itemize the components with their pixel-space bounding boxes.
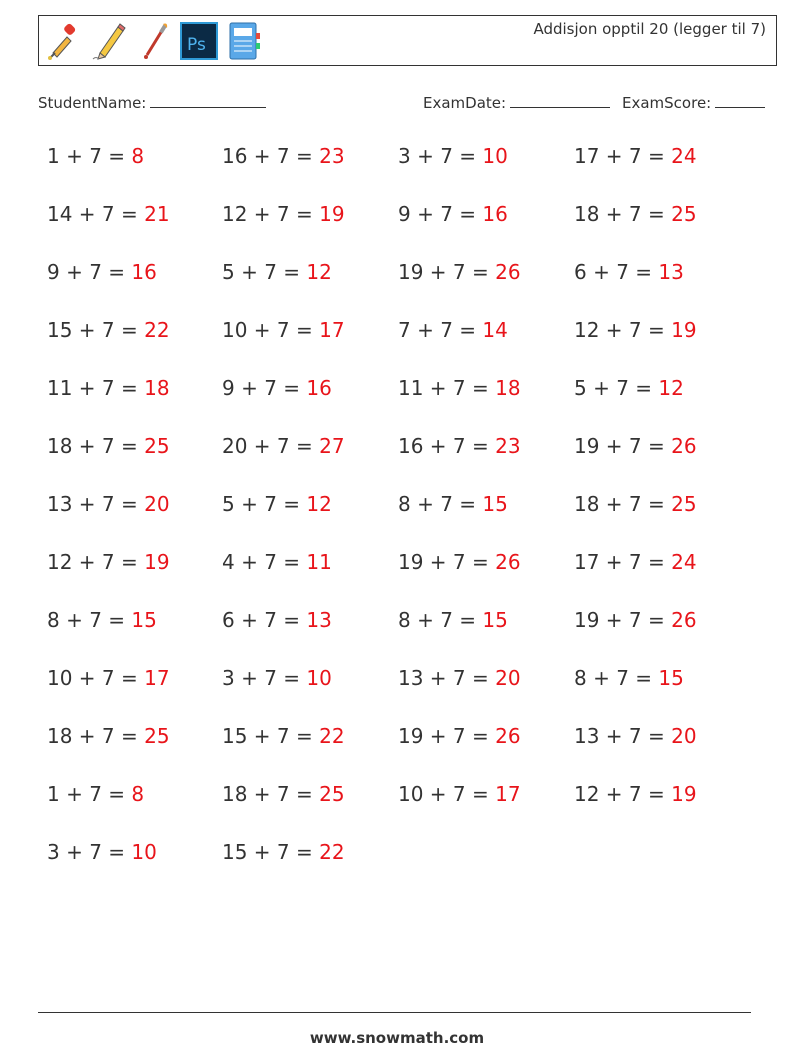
notebook-icon [225, 21, 263, 61]
problem-question: 9 + 7 = [398, 202, 483, 226]
problem-answer: 21 [144, 202, 170, 226]
problem-item [398, 492, 508, 516]
problem-question: 1 + 7 = [47, 782, 132, 806]
problem-row [47, 724, 767, 758]
problem-row [47, 144, 767, 178]
problem-answer: 19 [319, 202, 345, 226]
problem-question: 8 + 7 = [47, 608, 132, 632]
problem-answer: 13 [306, 608, 332, 632]
problem-answer: 26 [495, 724, 521, 748]
footer-site: www.snowmath.com [309, 1029, 485, 1047]
problem-item [574, 318, 697, 342]
problem-question: 6 + 7 = [222, 608, 307, 632]
problem-answer: 25 [144, 434, 170, 458]
problem-question: 17 + 7 = [574, 144, 672, 168]
problem-item [222, 782, 345, 806]
problem-item [398, 318, 508, 342]
problem-item [574, 434, 697, 458]
problem-answer: 13 [658, 260, 684, 284]
problem-question: 3 + 7 = [222, 666, 307, 690]
problem-question: 10 + 7 = [398, 782, 496, 806]
problem-item [222, 260, 332, 284]
problem-item [222, 608, 332, 632]
problem-question: 11 + 7 = [398, 376, 496, 400]
problem-question: 19 + 7 = [398, 550, 496, 574]
problem-answer: 19 [671, 782, 697, 806]
problem-answer: 10 [131, 840, 157, 864]
problem-item [398, 666, 521, 690]
problem-item [222, 318, 345, 342]
problem-question: 19 + 7 = [574, 434, 672, 458]
problem-row [47, 318, 767, 352]
problem-question: 12 + 7 = [47, 550, 145, 574]
dropper-icon [45, 21, 83, 61]
problem-item [47, 202, 170, 226]
problem-question: 18 + 7 = [47, 724, 145, 748]
problem-answer: 18 [495, 376, 521, 400]
problem-question: 5 + 7 = [222, 492, 307, 516]
problem-answer: 25 [319, 782, 345, 806]
problem-question: 5 + 7 = [574, 376, 659, 400]
exam-date-label: ExamDate: [423, 94, 507, 112]
problem-question: 9 + 7 = [222, 376, 307, 400]
problem-item [47, 144, 144, 168]
problem-item [574, 724, 697, 748]
problem-answer: 17 [319, 318, 345, 342]
problem-question: 11 + 7 = [47, 376, 145, 400]
problem-question: 10 + 7 = [47, 666, 145, 690]
problem-answer: 12 [658, 376, 684, 400]
problem-question: 5 + 7 = [222, 260, 307, 284]
problem-item [47, 318, 170, 342]
problem-question: 18 + 7 = [222, 782, 320, 806]
problem-item [47, 608, 157, 632]
problem-question: 1 + 7 = [47, 144, 132, 168]
icon-strip [45, 20, 263, 62]
problem-row [47, 376, 767, 410]
problem-question: 19 + 7 = [574, 608, 672, 632]
problem-answer: 16 [131, 260, 157, 284]
problem-answer: 25 [144, 724, 170, 748]
problem-answer: 10 [482, 144, 508, 168]
problem-answer: 26 [671, 434, 697, 458]
problem-item [574, 144, 697, 168]
student-name-field [38, 93, 266, 112]
problem-answer: 25 [671, 202, 697, 226]
problem-question: 9 + 7 = [47, 260, 132, 284]
problem-item [574, 260, 684, 284]
problem-question: 18 + 7 = [574, 202, 672, 226]
problem-answer: 18 [144, 376, 170, 400]
problem-row [47, 782, 767, 816]
problem-question: 8 + 7 = [574, 666, 659, 690]
problem-row [47, 608, 767, 642]
problem-answer: 26 [495, 550, 521, 574]
problem-question: 13 + 7 = [398, 666, 496, 690]
problem-answer: 26 [671, 608, 697, 632]
problem-question: 12 + 7 = [574, 318, 672, 342]
problem-item [574, 782, 697, 806]
problem-item [47, 376, 170, 400]
problem-answer: 19 [671, 318, 697, 342]
problem-row [47, 260, 767, 294]
student-name-blank [150, 93, 266, 108]
problem-answer: 16 [482, 202, 508, 226]
problem-item [47, 724, 170, 748]
problem-item [47, 492, 170, 516]
problem-answer: 27 [319, 434, 345, 458]
problem-question: 4 + 7 = [222, 550, 307, 574]
problem-row [47, 840, 767, 874]
problem-question: 20 + 7 = [222, 434, 320, 458]
exam-date-field [423, 93, 610, 112]
problem-question: 3 + 7 = [398, 144, 483, 168]
svg-text:Ps: Ps [187, 35, 206, 55]
problem-question: 18 + 7 = [47, 434, 145, 458]
problem-answer: 10 [306, 666, 332, 690]
problem-answer: 8 [131, 144, 145, 168]
problem-item [47, 782, 144, 806]
problem-item [574, 202, 697, 226]
problem-question: 8 + 7 = [398, 608, 483, 632]
problem-item [398, 434, 521, 458]
problem-item [398, 144, 508, 168]
problem-answer: 12 [306, 260, 332, 284]
problem-answer: 20 [671, 724, 697, 748]
problem-item [398, 550, 521, 574]
problem-item [574, 550, 697, 574]
problem-answer: 19 [144, 550, 170, 574]
problem-answer: 15 [658, 666, 684, 690]
page-title: Addisjon opptil 20 (legger til 7) [533, 20, 766, 38]
problem-answer: 24 [671, 144, 697, 168]
problem-item [222, 550, 332, 574]
problem-question: 14 + 7 = [47, 202, 145, 226]
problem-item [398, 202, 508, 226]
problem-row [47, 492, 767, 526]
problem-row [47, 666, 767, 700]
problem-item [398, 782, 521, 806]
problem-question: 12 + 7 = [222, 202, 320, 226]
brush-icon [135, 21, 173, 61]
problem-question: 13 + 7 = [574, 724, 672, 748]
exam-score-field [622, 93, 765, 112]
problem-question: 12 + 7 = [574, 782, 672, 806]
problem-item [574, 666, 684, 690]
problem-item [222, 840, 345, 864]
problem-item [398, 260, 521, 284]
problem-answer: 25 [671, 492, 697, 516]
problem-answer: 16 [306, 376, 332, 400]
problem-question: 18 + 7 = [574, 492, 672, 516]
problem-answer: 20 [495, 666, 521, 690]
problem-answer: 15 [482, 492, 508, 516]
problem-item [47, 666, 170, 690]
problem-question: 15 + 7 = [222, 840, 320, 864]
problem-row [47, 434, 767, 468]
footer-divider [38, 1012, 751, 1013]
problem-row [47, 550, 767, 584]
problem-item [222, 376, 332, 400]
problem-item [574, 608, 697, 632]
problem-item [47, 434, 170, 458]
problem-answer: 26 [495, 260, 521, 284]
problem-item [47, 550, 170, 574]
problem-item [574, 376, 684, 400]
problem-item [222, 144, 345, 168]
problem-answer: 20 [144, 492, 170, 516]
header-box [38, 15, 777, 66]
problem-item [47, 840, 157, 864]
problem-question: 16 + 7 = [222, 144, 320, 168]
problem-question: 3 + 7 = [47, 840, 132, 864]
problem-answer: 22 [319, 724, 345, 748]
problem-answer: 15 [482, 608, 508, 632]
problem-item [47, 260, 157, 284]
problem-question: 7 + 7 = [398, 318, 483, 342]
problem-question: 16 + 7 = [398, 434, 496, 458]
problem-row [47, 202, 767, 236]
problem-item [574, 492, 697, 516]
problem-item [222, 724, 345, 748]
problem-answer: 11 [306, 550, 332, 574]
problem-question: 19 + 7 = [398, 724, 496, 748]
problem-item [222, 666, 332, 690]
problem-question: 15 + 7 = [222, 724, 320, 748]
problem-question: 8 + 7 = [398, 492, 483, 516]
problem-question: 10 + 7 = [222, 318, 320, 342]
problem-item [222, 202, 345, 226]
student-name-label: StudentName: [38, 94, 147, 112]
pencil-icon [90, 21, 128, 61]
problem-question: 6 + 7 = [574, 260, 659, 284]
problem-answer: 8 [131, 782, 145, 806]
problem-answer: 22 [144, 318, 170, 342]
exam-score-blank [715, 93, 765, 108]
problem-answer: 17 [495, 782, 521, 806]
problem-item [398, 608, 508, 632]
problem-answer: 14 [482, 318, 508, 342]
problem-answer: 23 [495, 434, 521, 458]
problem-answer: 12 [306, 492, 332, 516]
problem-question: 17 + 7 = [574, 550, 672, 574]
problem-answer: 23 [319, 144, 345, 168]
problem-item [398, 724, 521, 748]
problem-answer: 17 [144, 666, 170, 690]
exam-score-label: ExamScore: [622, 94, 712, 112]
problem-item [222, 492, 332, 516]
problem-answer: 24 [671, 550, 697, 574]
problem-answer: 15 [131, 608, 157, 632]
problem-question: 15 + 7 = [47, 318, 145, 342]
exam-date-blank [510, 93, 610, 108]
problem-question: 19 + 7 = [398, 260, 496, 284]
photoshop-icon [180, 21, 218, 61]
problem-answer: 22 [319, 840, 345, 864]
problem-item [222, 434, 345, 458]
problem-item [398, 376, 521, 400]
problem-question: 13 + 7 = [47, 492, 145, 516]
